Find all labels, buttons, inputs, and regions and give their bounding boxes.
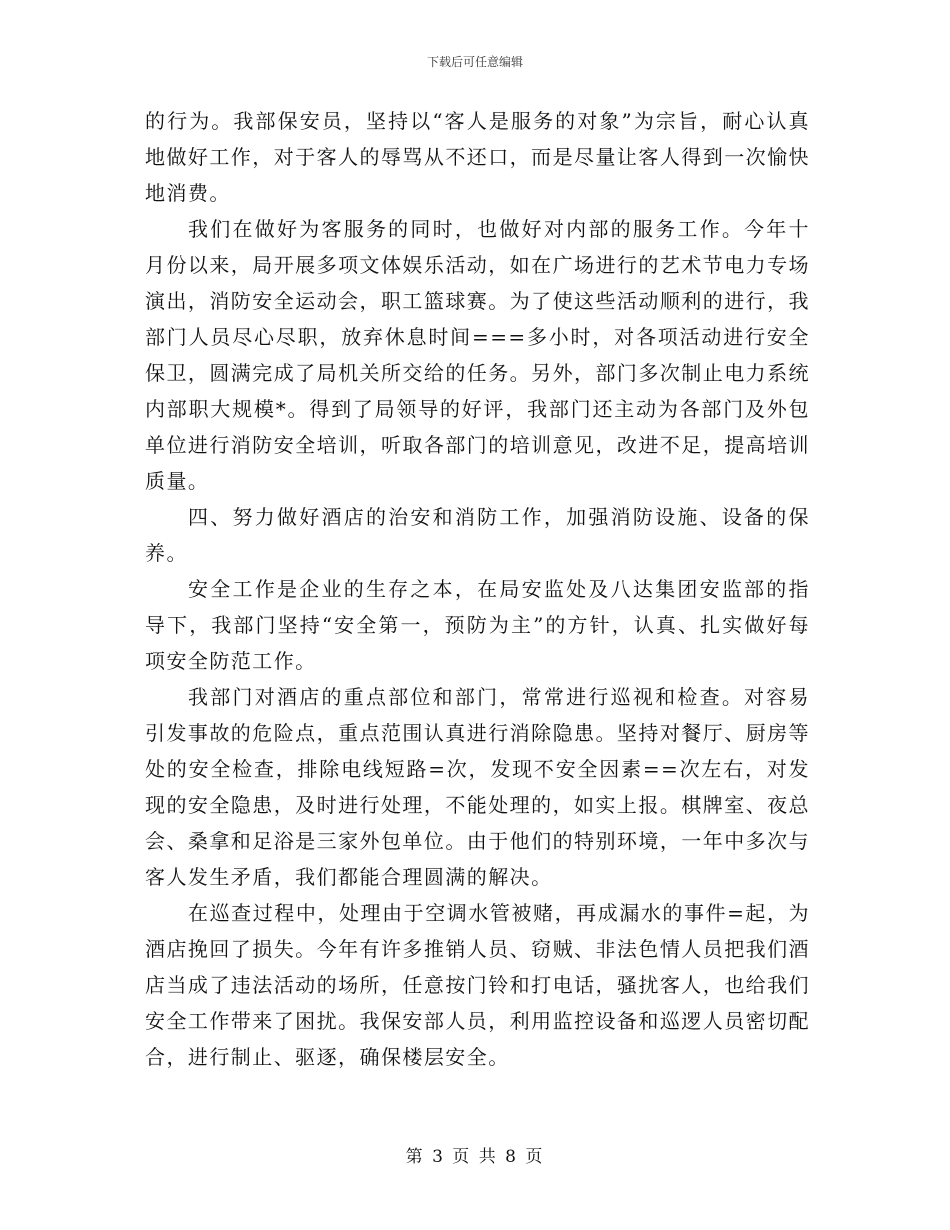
document-body <box>145 103 810 1075</box>
paragraph-1: 的行为。我部保安员，坚持以“客人是服务的对象”为宗旨，耐心认真地做好工作，对于客人的辱骂从不还口，而是尽量让客人得到一次愉快地消费。 <box>145 109 810 205</box>
paragraph-2: 我们在做好为客服务的同时，也做好对内部的服务工作。今年十月份以来，局开展多项文体娱乐活动，如在广场进行的艺术节电力专场演出，消防安全运动会，职工篮球赛。为了使这些活动顺利的进行，我部门人员尽心尽职，放弃休息时间===多小时，对各项活动进行安全保卫，圆满完成了局机关所交给的任务。另外，部门多次制止电力系统内部职大规模*。得到了局领导的好评，我部门还主动为各部门及外包单位进行消防安全培训，听取各部门的培训意见，改进不足，提高培训质量。 <box>145 217 810 493</box>
paragraph-6: 在巡查过程中，处理由于空调水管被赌，再成漏水的事件=起，为酒店挽回了损失。今年有许多推销人员、窃贼、非法色情人员把我们酒店当成了违法活动的场所，任意按门铃和打电话，骚扰客人，也给我们安全工作带来了困扰。我保安部人员，利用监控设备和巡逻人员密切配合，进行制止、驱逐，确保楼层安全。 <box>145 901 810 1069</box>
paragraph-4: 安全工作是企业的生存之本，在局安监处及八达集团安监部的指导下，我部门坚持“安全第一，预防为主”的方针，认真、扎实做好每项安全防范工作。 <box>145 577 810 673</box>
paragraph-5: 我部门对酒店的重点部位和部门，常常进行巡视和检查。对容易引发事故的危险点，重点范围认真进行消除隐患。坚持对餐厅、厨房等处的安全检查，排除电线短路=次，发现不安全因素==次左右，对发现的安全隐患，及时进行处理，不能处理的，如实上报。棋牌室、夜总会、桑拿和足浴是三家外包单位。由于他们的特别环境，一年中多次与客人发生矛盾，我们都能合理圆满的解决。 <box>145 685 810 889</box>
page-header: 下载后可任意编辑 <box>426 55 523 69</box>
page-number-footer: 第 3 页 共 8 页 <box>405 1147 545 1167</box>
paragraph-3-heading: 四、努力做好酒店的治安和消防工作，加强消防设施、设备的保养。 <box>145 505 810 565</box>
